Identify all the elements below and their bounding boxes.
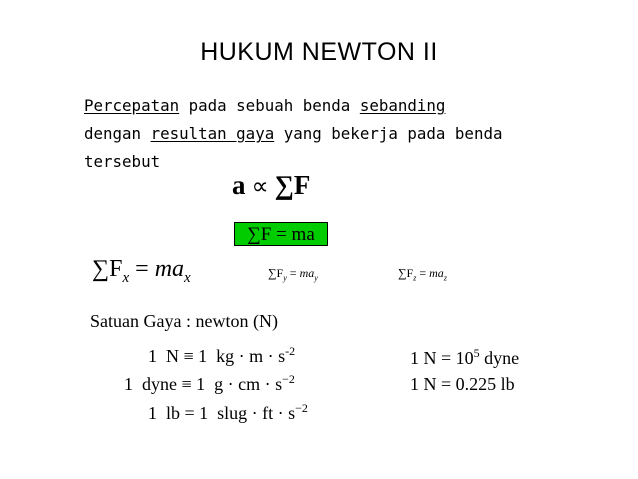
definition-pound	[148, 401, 308, 424]
eq-y-rhs-sub: y	[314, 273, 318, 283]
paragraph-line-3: tersebut	[84, 152, 161, 171]
eq-x-rhs-sub: x	[184, 269, 191, 286]
definition-text: 1 lb = 1 slug · ft · s	[148, 403, 296, 423]
paragraph-line-1	[84, 96, 445, 115]
eq-z-rhs-sub: z	[443, 273, 447, 283]
definition-text: 1 dyne ≡ 1 g · cm · s	[124, 374, 283, 394]
eq-x-lhs-sub: x	[122, 269, 130, 286]
conversion-text: 1 N = 10	[410, 348, 474, 368]
paragraph-text: dengan	[84, 124, 151, 143]
equation-x	[92, 256, 191, 287]
eq-z-rhs: ma	[429, 266, 444, 280]
term-percepatan: Percepatan	[84, 96, 180, 115]
eq-y-lhs: ∑F	[268, 266, 284, 280]
term-resultan-gaya: resultan gaya	[150, 124, 275, 143]
definition-exponent: -2	[285, 344, 296, 358]
definition-text: 1 N ≡ 1 kg · m · s	[148, 346, 286, 366]
proportional-symbol: ∝	[251, 174, 269, 200]
eq-z-equals: =	[416, 266, 430, 280]
page-title: HUKUM NEWTON II	[200, 38, 438, 66]
proportionality-formula	[232, 170, 310, 201]
definition-newton	[148, 344, 295, 367]
boxed-formula: ∑F = ma	[247, 224, 315, 245]
eq-x-rhs: ma	[154, 256, 185, 282]
equation-z	[398, 266, 447, 282]
definition-exponent: −2	[295, 401, 308, 415]
formula-net-force: ∑F	[274, 170, 311, 200]
conversion-newton-dyne	[410, 346, 519, 369]
eq-z-lhs: ∑F	[398, 266, 414, 280]
paragraph-text: pada sebuah benda	[179, 96, 360, 115]
paragraph-line-2	[84, 124, 502, 143]
equation-y	[268, 266, 318, 282]
eq-y-equals: =	[286, 266, 300, 280]
definition-dyne	[124, 372, 295, 395]
conversion-newton-pound	[410, 374, 515, 395]
paragraph-text: yang bekerja pada benda	[274, 124, 503, 143]
eq-y-lhs-sub: y	[283, 273, 287, 283]
eq-x-lhs: ∑F	[92, 256, 123, 282]
conversion-unit: dyne	[479, 348, 520, 368]
newton-second-law-box	[234, 222, 328, 246]
formula-acceleration: a	[232, 170, 246, 200]
units-label: Satuan Gaya : newton (N)	[90, 311, 278, 331]
eq-z-lhs-sub: z	[413, 273, 417, 283]
term-sebanding: sebanding	[359, 96, 446, 115]
conversion-exponent: 5	[473, 346, 480, 360]
conversion-text: 1 N = 0.225 lb	[410, 374, 515, 394]
eq-x-equals: =	[129, 256, 155, 282]
definition-exponent: −2	[282, 372, 295, 386]
eq-y-rhs: ma	[299, 266, 315, 280]
